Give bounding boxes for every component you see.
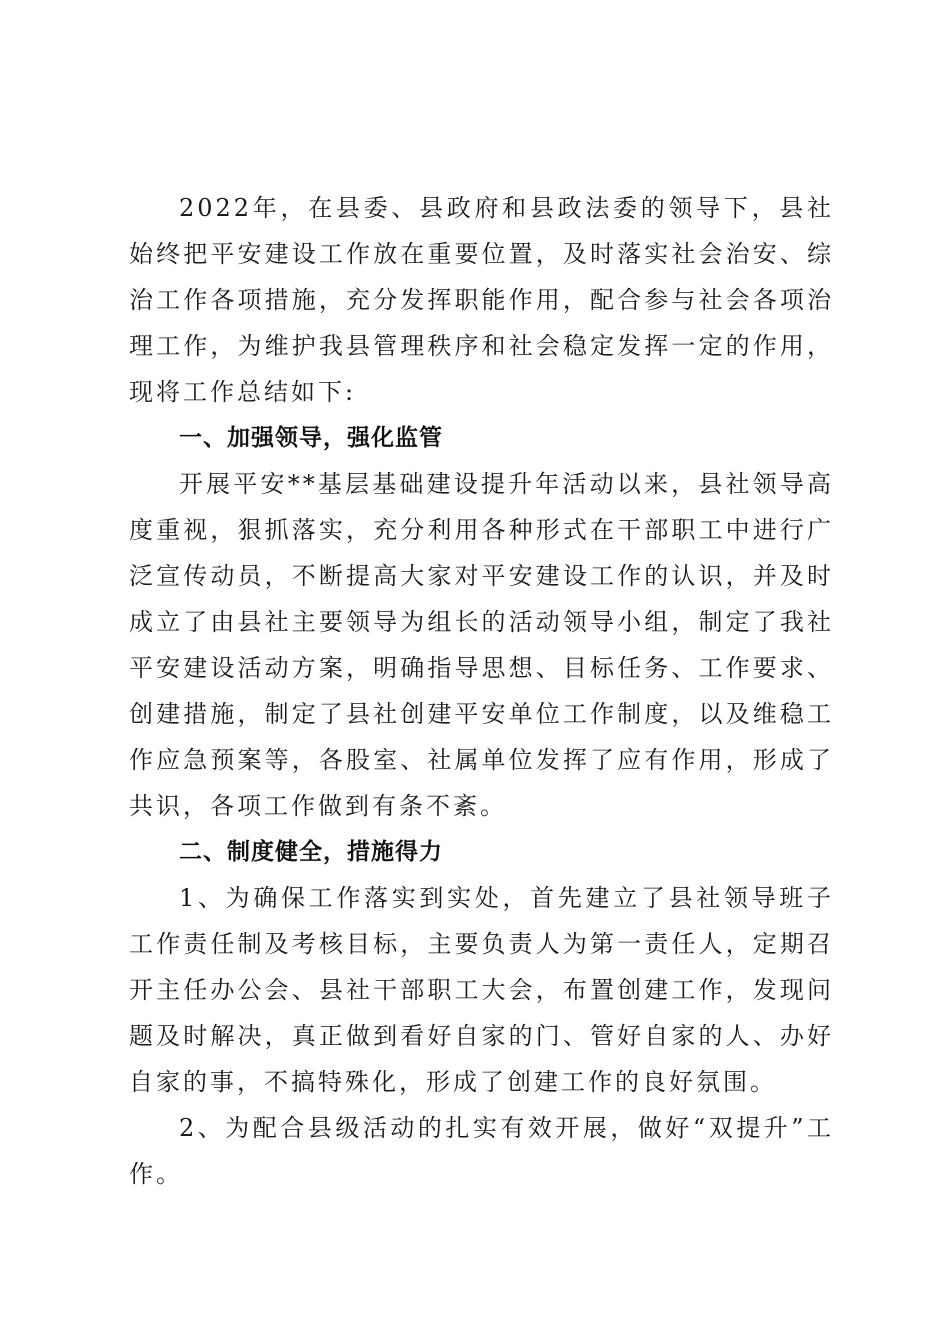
section-1-paragraph: 开展平安**基层基础建设提升年活动以来，县社领导高度重视，狠抓落实，充分利用各种形式在干部职工中进行广泛宣传动员，不断提高大家对平安建设工作的认识，并及时成立了由县社主要领导为组长的活动领导小组，制定了我社平安建设活动方案，明确指导思想、目标任务、工作要求、创建措施，制定了县社创建平安单位工作制度，以及维稳工作应急预案等，各股室、社属单位发挥了应有作用，形成了共识，各项工作做到有条不紊。 — [129, 470, 834, 820]
section-heading-2: 二、制度健全，措施得力 — [179, 839, 443, 865]
section-2-item-2: 2、为配合县级活动的扎实有效开展，做好“双提升”工作。 — [129, 1114, 834, 1188]
document-body — [129, 185, 834, 1197]
section-2-item-1: 1、为确保工作落实到实处，首先建立了县社领导班子工作责任制及考核目标，主要负责人为第一责任人，定期召开主任办公会、县社干部职工大会，布置创建工作，发现问题及时解决，真正做到看好自家的门、管好自家的人、办好自家的事，不搞特殊化，形成了创建工作的良好氛围。 — [129, 884, 834, 1096]
section-heading-1: 一、加强领导，强化监管 — [179, 425, 443, 451]
intro-paragraph: 2022年，在县委、县政府和县政法委的领导下，县社始终把平安建设工作放在重要位置，及时落实社会治安、综治工作各项措施，充分发挥职能作用，配合参与社会各项治理工作，为维护我县管理秩序和社会稳定发挥一定的作用，现将工作总结如下: — [129, 194, 834, 406]
